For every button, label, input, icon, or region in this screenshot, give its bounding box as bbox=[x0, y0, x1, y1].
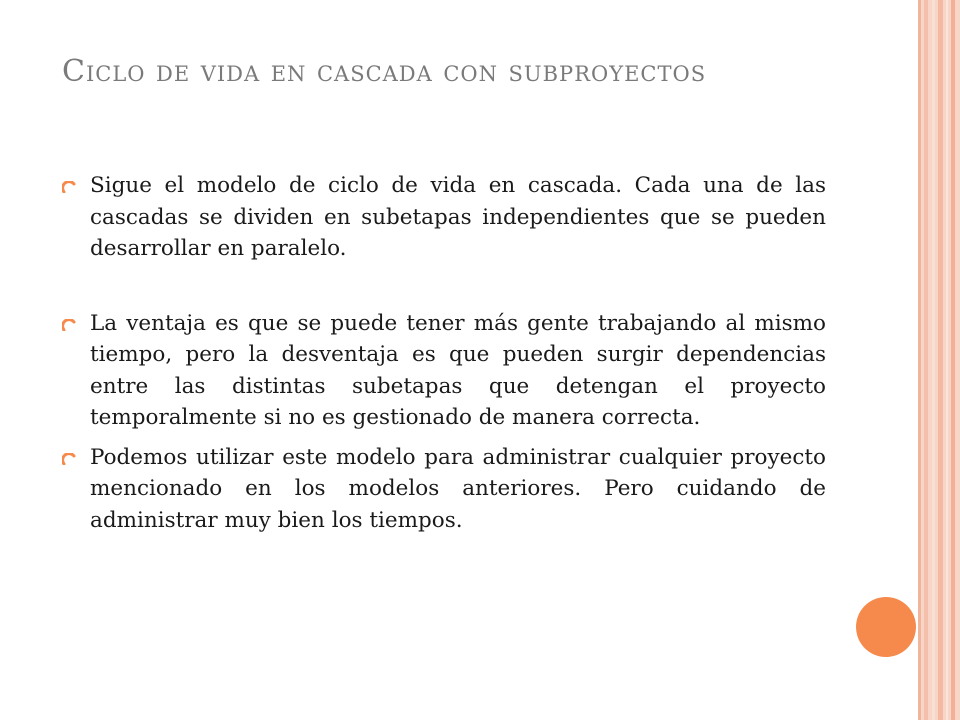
decorative-stripe bbox=[938, 0, 943, 720]
decorative-stripe bbox=[932, 0, 935, 720]
decorative-stripe bbox=[918, 0, 921, 720]
bullet-item bbox=[62, 170, 826, 265]
arc-bullet-icon bbox=[62, 319, 76, 331]
bullet-text: Sigue el modelo de ciclo de vida en cascada. Cada una de las cascadas se dividen en subetapas independientes que se pueden desarrollar en paralelo. bbox=[90, 173, 826, 261]
bullet-item bbox=[62, 308, 826, 434]
arc-bullet-icon bbox=[62, 181, 76, 193]
orange-circle-icon bbox=[856, 597, 916, 657]
decorative-stripe bbox=[951, 0, 955, 720]
bullet-item bbox=[62, 442, 826, 537]
slide-title: Ciclo de vida en cascada con subproyectos bbox=[62, 54, 707, 89]
decorative-stripe bbox=[946, 0, 948, 720]
arc-bullet-icon bbox=[62, 453, 76, 465]
bullet-text: La ventaja es que se puede tener más gente trabajando al mismo tiempo, pero la desventaja es que pueden surgir dependencias entre las distintas subetapas que detengan el proyecto temporalmente si no es gestionado de manera correcta. bbox=[90, 310, 826, 430]
decorative-stripe bbox=[924, 0, 928, 720]
bullet-list bbox=[62, 170, 826, 536]
bullet-text: Podemos utilizar este modelo para administrar cualquier proyecto mencionado en los modelos anteriores. Pero cuidando de administrar muy bien los tiempos. bbox=[90, 444, 826, 533]
